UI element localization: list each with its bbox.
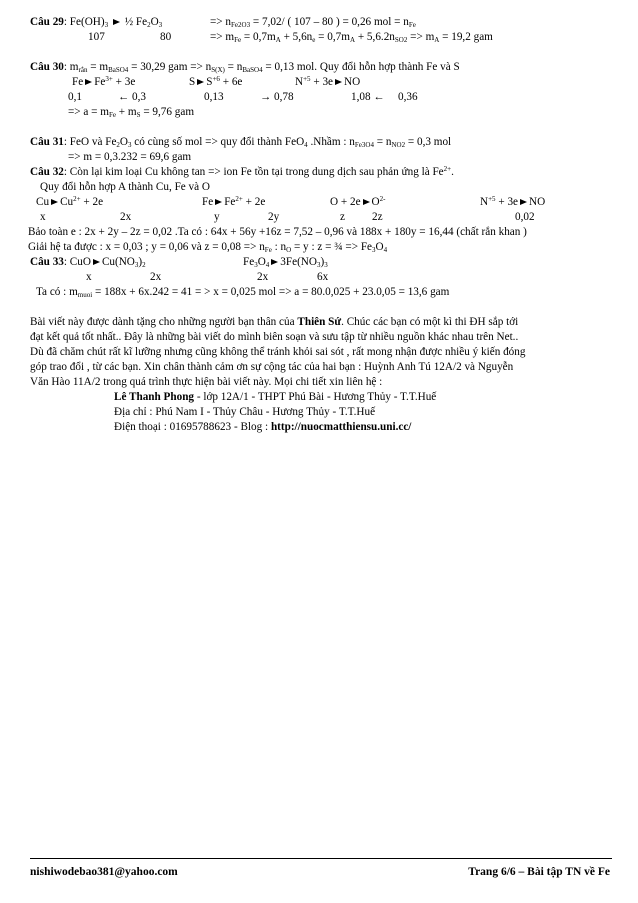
sub: SO2 [394,36,408,44]
q32-x2: 2x [120,211,132,223]
sup: 2+ [235,195,243,203]
sub: A [434,36,440,44]
t: = 0,7m [241,31,276,43]
closing-p5: Văn Hào 11A/2 trong quá trình thực hiện bài viết này. Mọi chi tiết xin liên hệ : [30,376,383,388]
t: NO [344,76,361,88]
q29-result1 [210,16,416,29]
right-arrow-icon [335,79,342,85]
t: Cu [60,196,74,208]
sub: Fe3O4 [354,141,374,149]
sub: BaSO4 [108,66,129,74]
q30-fe-eq [72,76,135,89]
t: Thiên Sứ [297,316,342,328]
q29-eq-head: : Fe(OH) [63,16,105,28]
t: O [257,256,266,268]
sub: 4 [304,141,308,149]
t: N [295,76,304,88]
t: = 7,02/ ( 107 – 80 ) = 0,26 mol = n [250,16,409,28]
closing-p4: góp trao đổi , từ các bạn. Xin chân thành cảm ơn sự cộng tác của hai bạn : Huỳnh Anh Tú 12A/2 và Nguyễn [30,361,514,373]
t: + 5,6n [280,31,313,43]
sup: +5 [303,75,311,83]
sub: 2 [142,261,146,269]
t: ) [138,256,143,268]
q32-giai [28,241,387,254]
q33-eq1 [30,256,146,269]
sub: O [286,246,292,254]
q32-line1 [30,166,454,179]
t: + m [116,106,137,118]
sub: 3 [134,261,139,269]
sub: 3 [324,261,328,269]
sub: S [136,111,141,119]
t: O [119,136,128,148]
q30-v1: 0,1 [68,91,82,103]
q29-eq-tail: O [150,16,159,28]
sub: 3 [372,246,376,254]
blog-link[interactable]: http://nuocmatthiensu.uni.cc/ [270,421,412,433]
address-line: Địa chỉ : Phú Nam I - Thủy Châu - Hương Thủy - T.T.Huế [114,406,376,418]
t: N [480,196,489,208]
q29-eq-mid: ½ Fe [121,16,148,28]
sub: 3 [316,261,321,269]
t: Fe [72,76,84,88]
q30-v5: 1,08 ← [351,91,385,103]
q30-v3: 0,13 [204,91,224,103]
closing-p1 [30,316,518,329]
t: có cùng số mol => quy đổi thành FeO [131,136,305,148]
sup: 3+ [105,75,113,83]
closing-p2: đạt kết quả tốt nhất.. Đây là những bài viết do mình biên soạn và sưu tập từ nhiều nguồn khác nhau trên Net.. [30,331,519,343]
t: ) [320,256,325,268]
sub: Fe [408,21,416,29]
q33-eq2 [243,256,328,269]
t: .Nhầm : n [307,136,355,148]
q32-z2: 2z [372,211,383,223]
sub: muoi [77,291,93,299]
q32-v002: 0,02 [515,211,535,223]
sub: e [312,36,316,44]
t: => m [407,31,435,43]
t: = m [87,61,109,73]
q30-v4: → 0,78 [260,91,294,103]
q32-line2: Quy đổi hỗn hợp A thành Cu, Fe và O [40,181,210,193]
right-arrow-icon [197,79,204,85]
q32-cu-eq [36,196,103,209]
right-arrow-icon [271,259,278,265]
t: O [375,241,384,253]
sub: 4 [383,246,388,254]
sup: +5 [488,195,496,203]
q31-line1 [30,136,451,149]
footer-rule [30,858,612,859]
q32-n-eq [480,196,545,209]
sub: A [275,36,281,44]
t: Giải hệ ta được : x = 0,03 ; y = 0,06 và z = 0,08 => n [28,241,265,253]
sub: Fe [264,246,272,254]
t: + 2e [242,196,266,208]
sub: NO2 [391,141,406,149]
sub: 2 [116,141,120,149]
sub: rắn [78,66,88,74]
q30-v2: ← 0,3 [118,91,146,103]
q33-c6x: 6x [317,271,329,283]
t: = 0,13 mol. Quy đổi hỗn hợp thành Fe và S [262,61,460,73]
sub: Fe2O3 [231,21,251,29]
q32-y: y [214,211,220,223]
q32-fe-eq [202,196,265,209]
author-line [114,391,436,404]
sub: BaSO4 [242,66,263,74]
right-arrow-icon [93,259,100,265]
q31-line2: => m = 0,3.232 = 69,6 gam [68,151,192,163]
q33-x: x [86,271,92,283]
t: + 3e [310,76,334,88]
q30-sum [68,106,194,119]
closing-p3: Dù đã chăm chút rất kĩ lưỡng nhưng cũng không thể tránh khỏi sai sót , rất mong nhận được nhiều ý kiến đóng [30,346,526,358]
author-name: Lê Thanh Phong [114,391,195,403]
sup: 2+ [443,165,452,173]
t: . [451,166,454,178]
t: : m [63,61,79,73]
q32-z: z [340,211,345,223]
sup: 2+ [73,195,81,203]
q30-s-eq [189,76,242,89]
right-arrow-icon [85,79,92,85]
t: : Còn lại kim loại Cu không tan => ion Fe tồn tại trong dung dịch sau phản ứng là Fe [63,166,444,178]
sub: S(X) [211,66,225,74]
t: Ta có : m [36,286,78,298]
t: Cu [36,196,50,208]
t: : CuO [63,256,91,268]
t: S [189,76,196,88]
footer-email[interactable]: nishiwodebao381@yahoo.com [30,866,178,878]
sub: 2 [147,21,151,29]
q30-line1 [30,61,460,74]
t: Fe [224,196,236,208]
sup: +6 [212,75,220,83]
q29-n80: 80 [160,31,172,43]
q33-label: Câu 33 [30,256,64,268]
q29-n107: 107 [88,31,105,43]
t: Cu(NO [101,256,135,268]
t: S [206,76,213,88]
right-arrow-icon [215,199,222,205]
q32-y2: 2y [268,211,280,223]
sup: 2- [379,195,386,203]
t: : n [271,241,287,253]
t: => m [210,31,235,43]
q30-label: Câu 30 [30,61,64,73]
q32-x: x [40,211,46,223]
t: = y : z = ¾ => Fe [291,241,373,253]
sub: 4 [265,261,270,269]
t: = 19,2 gam [439,31,493,43]
right-arrow-icon [520,199,527,205]
footer-page: Trang 6/6 – Bài tập TN về Fe [468,866,610,878]
sub: 3 [254,261,258,269]
q29-result2 [210,31,493,44]
q30-v6: 0,36 [398,91,418,103]
t: => a = m [68,106,109,118]
t: = 0,3 mol [405,136,452,148]
t: = 188x + 6x.242 = 41 = > x = 0,025 mol => a = 80.0,025 + 23.0,05 = 13,6 gam [92,286,450,298]
contact-line [114,421,411,434]
t: Fe [94,76,106,88]
t: + 6e [219,76,243,88]
sub: 3 [158,21,163,29]
t: Fe [243,256,255,268]
q31-label: Câu 31 [30,136,64,148]
t: + 2e [80,196,104,208]
sub: 3 [128,141,132,149]
t: => n [210,16,232,28]
right-arrow-icon [363,199,370,205]
q29-label: Câu 29 [30,16,64,28]
q32-o-eq [330,196,385,209]
t: = n [224,61,243,73]
t: + 3e [495,196,519,208]
sub: Fe [234,36,242,44]
sub: A [349,36,356,44]
q33-c2x: 2x [257,271,269,283]
right-arrow-icon [113,19,120,25]
q32-label: Câu 32 [30,166,64,178]
q33-result [36,286,449,299]
q29-equation [30,16,162,29]
t: + 3e [112,76,136,88]
t: NO [529,196,546,208]
t: 3Fe(NO [280,256,317,268]
t: = 9,76 gam [140,106,195,118]
q32-bao-toan: Bảo toàn e : 2x + 2y – 2z = 0,02 .Ta có : 64x + 56y +16z = 7,52 – 0,96 và 188x + 180y = 16,44 (chất rắn khan ) [28,226,527,238]
right-arrow-icon [51,199,58,205]
t: = 0,7m [315,31,350,43]
t: = n [373,136,392,148]
sub: Fe [109,111,116,119]
t: : FeO và Fe [63,136,117,148]
phone: Điện thoại : 01695788623 - Blog : [114,421,271,433]
t: O [371,196,380,208]
t: Bài viết này được dành tặng cho những người bạn thân của [30,316,298,328]
t: = 30,29 gam => n [128,61,212,73]
q33-x2: 2x [150,271,162,283]
t: Fe [202,196,214,208]
t: + 5,6.2n [355,31,395,43]
sub: 3 [104,21,109,29]
t: O + 2e [330,196,361,208]
q30-n-eq [295,76,360,89]
t: - lớp 12A/1 - THPT Phú Bài - Hương Thủy - T.T.Huế [194,391,437,403]
t: . Chúc các bạn có một kì thi ĐH sắp tới [341,316,519,328]
